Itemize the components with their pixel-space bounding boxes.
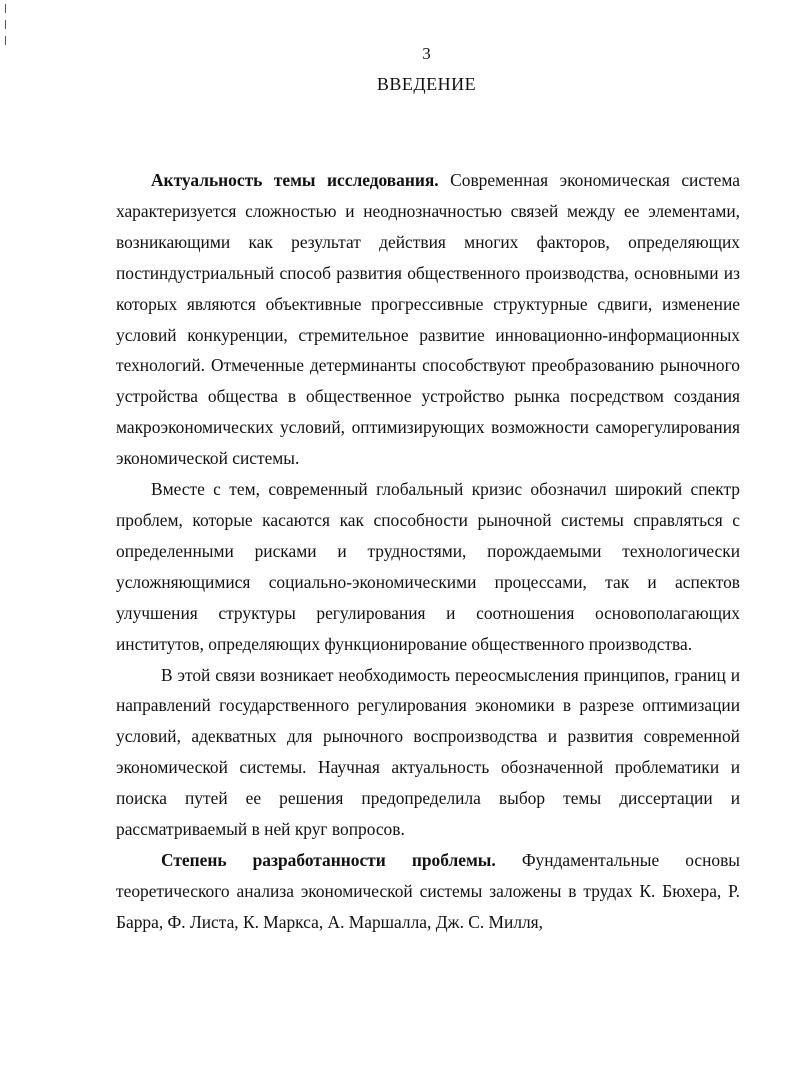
paragraph-lead-bold: Степень разработанности проблемы. — [161, 849, 496, 870]
body-text — [116, 165, 740, 938]
paragraph-text: В этой связи возникает необходимость переосмысления принципов, границ и направлений государственного регулирования экономики в разрезе оптимизации условий, адекватных для рыночного воспроизводства и развития современной экономической системы. Научная актуальность обозначенной проблематики и поиска путей ее решения предопределила выбор темы диссертации и рассматриваемый в ней круг вопросов. — [116, 664, 740, 840]
section-heading: ВВЕДЕНИЕ — [376, 74, 477, 94]
paragraph-necessity — [116, 660, 740, 845]
paragraph-relevance — [116, 165, 740, 474]
paragraph-crisis — [116, 474, 740, 659]
paragraph-degree-of-study — [116, 845, 740, 938]
paragraph-text: Фундаментальные основы теоретического анализа экономической системы заложены в трудах К. Бюхера, Р. Барра, Ф. Листа, К. Маркса, А. Маршалла, Дж. С. Милля, — [116, 849, 740, 932]
paragraph-text: Вместе с тем, современный глобальный кризис обозначил широкий спектр проблем, которые касаются как способности рыночной системы справляться с определенными рисками и трудностями, порождаемыми технологически усложняющимися социально-экономическими процессами, так и аспектов улучшения структуры регулирования и соотношения основополагающих институтов, определяющих функционирование общественного производства. — [116, 479, 740, 654]
scan-margin-marks — [5, 4, 7, 52]
page-number: 3 — [422, 44, 431, 63]
paragraph-lead-bold: Актуальность темы исследования. — [151, 170, 439, 190]
paragraph-text: Современная экономическая система характеризуется сложностью и неоднозначностью связей между ее элементами, возникающими как результат действия многих факторов, определяющих постиндустриальный способ развития общественного производства, основными из которых являются объективные прогрессивные структурные сдвиги, изменение условий конкуренции, стремительное развитие инновационно-информационных технологий. Отмеченные детерминанты способствуют преобразованию рыночного устройства общества в общественное устройство рынка посредством создания макроэкономических условий, оптимизирующих возможности саморегулирования экономической системы. — [116, 170, 741, 469]
